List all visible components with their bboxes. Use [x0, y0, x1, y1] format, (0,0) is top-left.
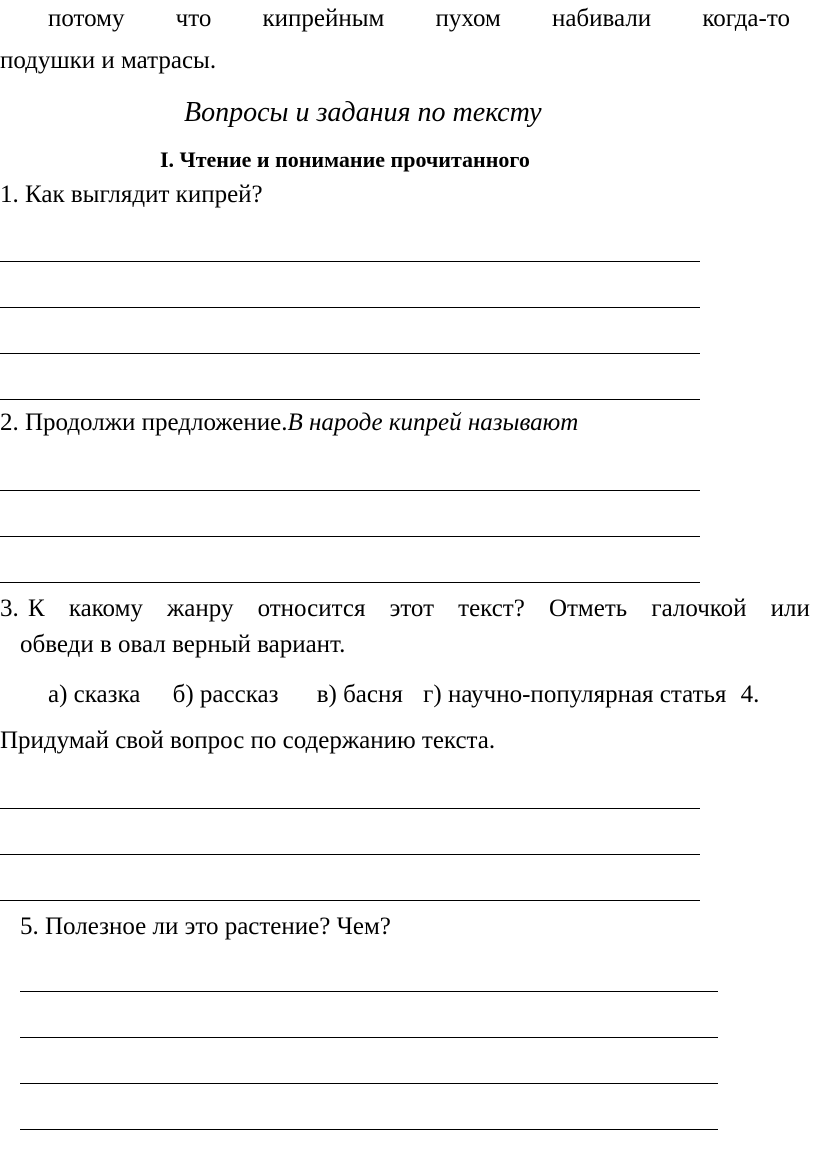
answer-line[interactable] — [0, 900, 700, 901]
answer-line[interactable] — [20, 1037, 718, 1038]
q3-word: жанру — [167, 595, 234, 622]
question-4-number: 4. — [740, 681, 760, 708]
intro-word: когда-то — [702, 5, 790, 32]
q3-word: или — [770, 595, 810, 622]
q3-word: К — [28, 595, 45, 622]
question-3-number: 3. — [0, 595, 19, 622]
option-d[interactable]: г) научно-популярная статья — [423, 681, 727, 708]
intro-line-1 — [0, 4, 790, 34]
answer-line[interactable] — [20, 991, 718, 992]
section-subtitle: I. Чтение и понимание прочитанного — [160, 147, 530, 172]
intro-word: потому — [48, 5, 125, 32]
answer-line[interactable] — [20, 1129, 718, 1130]
q3-word: этот — [389, 595, 435, 622]
question-4: Придумай свой вопрос по содержанию текста. — [0, 727, 496, 754]
answer-line[interactable] — [0, 261, 700, 262]
answer-line[interactable] — [0, 536, 700, 537]
intro-line-2: подушки и матрасы. — [0, 47, 217, 74]
question-3-line-2: обведи в овал верный вариант. — [20, 631, 346, 658]
q3-word: какому — [68, 595, 143, 622]
option-b[interactable]: б) рассказ — [172, 681, 279, 708]
question-2-text: 2. Продолжи предложение. — [0, 409, 288, 436]
answer-line[interactable] — [0, 582, 700, 583]
question-2 — [0, 408, 578, 438]
q3-word: Отметь — [548, 595, 628, 622]
answer-options — [48, 680, 759, 710]
intro-word: набивали — [551, 5, 652, 32]
answer-line[interactable] — [0, 808, 700, 809]
answer-line[interactable] — [20, 1083, 718, 1084]
answer-line[interactable] — [0, 353, 700, 354]
option-a[interactable]: а) сказка — [48, 681, 141, 708]
question-2-italic: В народе кипрей называют — [287, 409, 579, 436]
intro-word: что — [175, 5, 212, 32]
answer-line[interactable] — [0, 399, 700, 400]
option-c[interactable]: в) басня — [316, 681, 403, 708]
intro-word: кипрейным — [262, 5, 385, 32]
answer-line[interactable] — [0, 490, 700, 491]
q3-word: галочкой — [651, 595, 747, 622]
question-3-line-1 — [28, 594, 810, 624]
section-title: Вопросы и задания по тексту — [184, 97, 542, 128]
q3-word: относится — [257, 595, 366, 622]
question-5: 5. Полезное ли это растение? Чем? — [20, 913, 391, 940]
answer-line[interactable] — [0, 854, 700, 855]
question-1: 1. Как выглядит кипрей? — [0, 181, 263, 208]
q3-word: текст? — [458, 595, 525, 622]
intro-word: пухом — [435, 5, 501, 32]
answer-line[interactable] — [0, 307, 700, 308]
